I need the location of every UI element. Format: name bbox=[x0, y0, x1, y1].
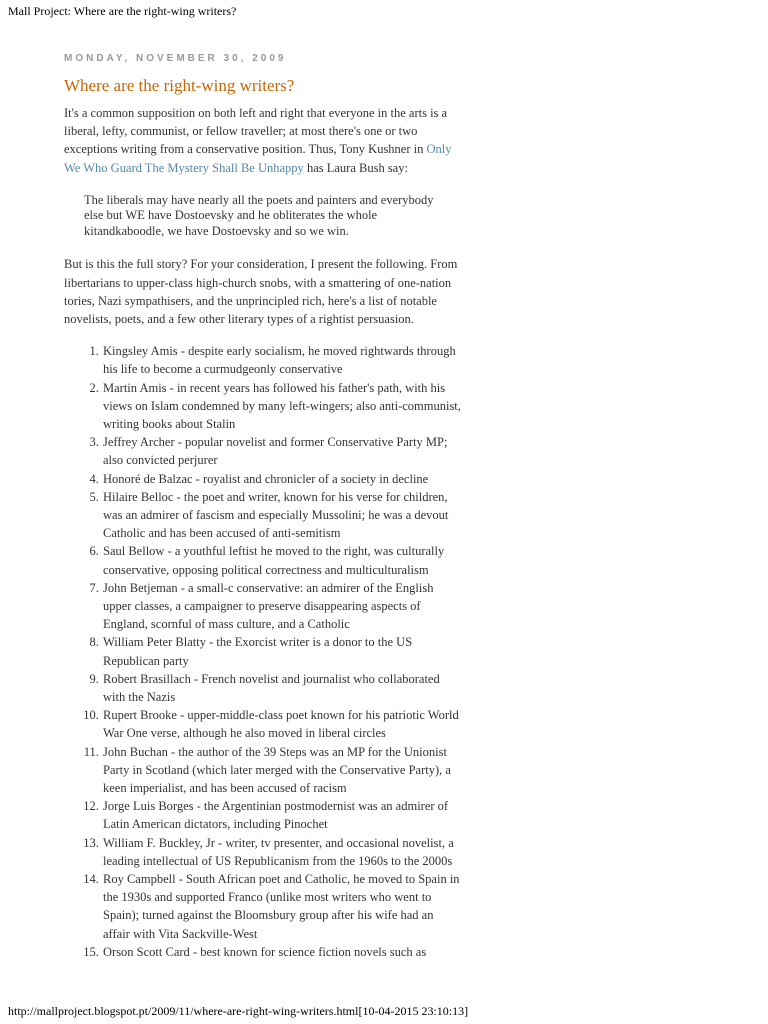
list-item: 2. Martin Amis - in recent years has followed his father's path, with his views on Islam condemned by many left-wingers; also anti-communist, writing books about Stalin bbox=[102, 379, 462, 434]
blog-post bbox=[64, 53, 462, 961]
list-item: 14. Roy Campbell - South African poet and Catholic, he moved to Spain in the 1930s and supported Franco (unlike most writers who went to Spain); turned against the Bloomsbury group after his wife had an affair with Vita Sackville-West bbox=[102, 870, 462, 943]
list-item: 1. Kingsley Amis - despite early socialism, he moved rightwards through his life to become a curmudgeonly conservative bbox=[102, 342, 462, 378]
list-intro-paragraph: But is this the full story? For your consideration, I present the following. From libertarians to upper-class high-church snobs, with a smattering of one-nation tories, Nazi sympathisers, and the unprincipled rich, here's a list of notable novelists, poets, and a few other literary types of a rightist persuasion. bbox=[64, 257, 458, 326]
post-date: MONDAY, NOVEMBER 30, 2009 bbox=[64, 53, 287, 64]
list-item: 8. William Peter Blatty - the Exorcist writer is a donor to the US Republican party bbox=[102, 633, 462, 669]
page-header: Mall Project: Where are the right-wing writers? bbox=[8, 4, 237, 18]
play-title-link[interactable]: Only We Who Guard The Mystery Shall Be Unhappy bbox=[64, 142, 452, 175]
intro-text: It's a common supposition on both left and right that everyone in the arts is a liberal, lefty, communist, or fellow traveller; at most there's one or two exceptions writing from a conservative position. Thus, Tony Kushner in bbox=[64, 106, 448, 157]
list-item: 4. Honoré de Balzac - royalist and chronicler of a society in decline bbox=[102, 470, 462, 488]
intro-after-text: has Laura Bush say: bbox=[303, 160, 408, 175]
list-item: 15. Orson Scott Card - best known for science fiction novels such as bbox=[102, 943, 462, 961]
list-item: 13. William F. Buckley, Jr - writer, tv presenter, and occasional novelist, a leading intellectual of US Republicanism from the 1960s to the 2000s bbox=[102, 834, 462, 870]
list-item: 6. Saul Bellow - a youthful leftist he moved to the right, was culturally conservative, opposing political correctness and multiculturalism bbox=[102, 542, 462, 578]
page-footer-url: http://mallproject.blogspot.pt/2009/11/where-are-right-wing-writers.html[10-04-2015 23:10:13] bbox=[8, 1004, 469, 1018]
list-item: 9. Robert Brasillach - French novelist and journalist who collaborated with the Nazis bbox=[102, 670, 462, 706]
list-item: 5. Hilaire Belloc - the poet and writer, known for his verse for children, was an admirer of fascism and especially Mussolini; he was a devout Catholic and has been accused of anti-semitism bbox=[102, 488, 462, 543]
list-item: 10. Rupert Brooke - upper-middle-class poet known for his patriotic World War One verse, although he also moved in liberal circles bbox=[102, 706, 462, 742]
writers-list bbox=[64, 342, 462, 961]
intro-paragraph bbox=[64, 104, 462, 177]
list-item: 3. Jeffrey Archer - popular novelist and former Conservative Party MP; also convicted perjurer bbox=[102, 433, 462, 469]
list-item: 11. John Buchan - the author of the 39 Steps was an MP for the Unionist Party in Scotland (which later merged with the Conservative Party), a keen imperialist, and has been accused of racism bbox=[102, 743, 462, 798]
list-item: 7. John Betjeman - a small-c conservative: an admirer of the English upper classes, a campaigner to preserve disappearing aspects of England, scornful of mass culture, and a Catholic bbox=[102, 579, 462, 634]
list-item: 12. Jorge Luis Borges - the Argentinian postmodernist was an admirer of Latin American dictators, including Pinochet bbox=[102, 797, 462, 833]
post-title[interactable]: Where are the right-wing writers? bbox=[64, 76, 295, 95]
laura-bush-quote: The liberals may have nearly all the poets and painters and everybody else but WE have Dostoevsky and he obliterates the whole kitandkaboodle, we have Dostoevsky and so we win. bbox=[84, 192, 434, 238]
